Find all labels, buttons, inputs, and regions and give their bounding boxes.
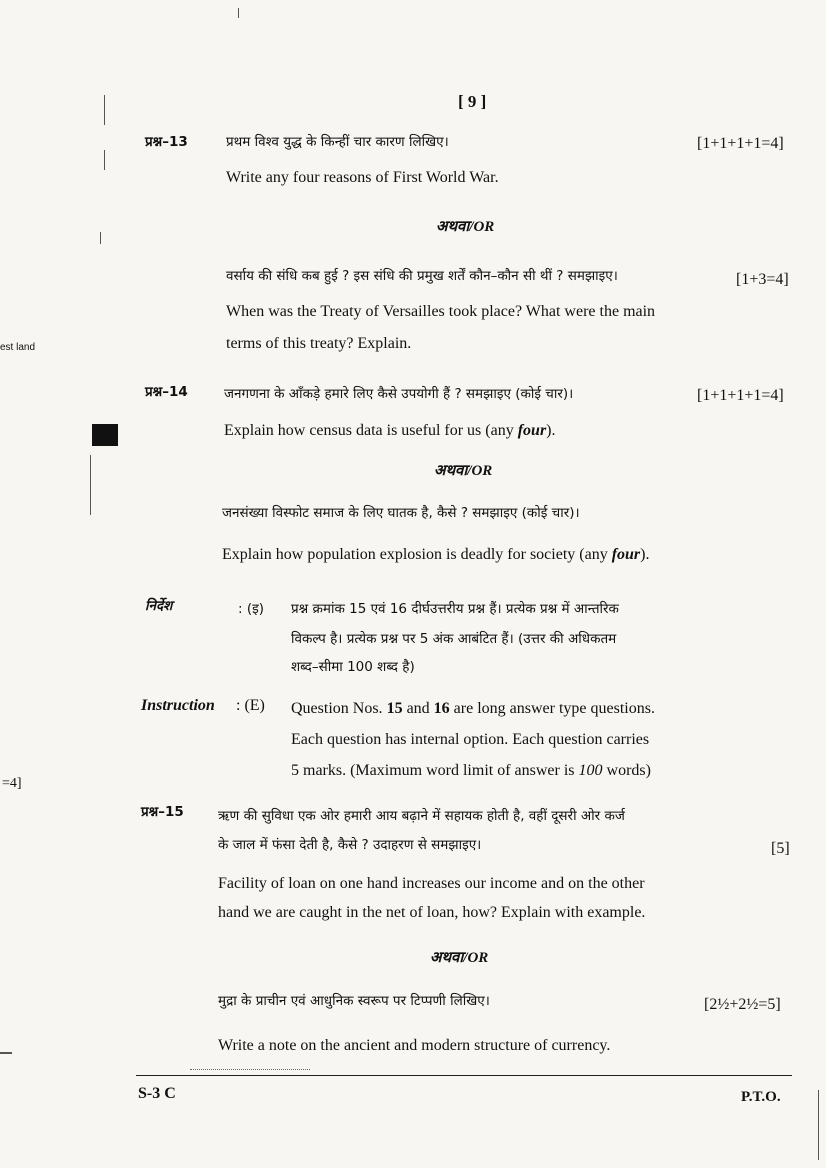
question-text-hindi: ऋण की सुविधा एक ओर हमारी आय बढ़ाने में सहायक होती है, वहीं दूसरी ओर कर्ज — [218, 808, 625, 824]
or-separator: अथवा/OR — [436, 219, 495, 235]
question-text-hindi: के जाल में फंसा देती है, कैसे ? उदाहरण से समझाइए। — [218, 837, 482, 853]
scan-mark — [90, 455, 91, 515]
scan-block-mark — [92, 424, 118, 446]
instruction-marker: : (इ) — [238, 601, 265, 617]
pto-label: P.T.O. — [741, 1089, 781, 1105]
question-text-english: hand we are caught in the net of loan, how? Explain with example. — [218, 904, 646, 921]
question-number: 16 — [433, 700, 450, 717]
question-text-english: When was the Treaty of Versailles took place? What were the main — [226, 303, 656, 320]
text-segment: Question Nos. — [291, 700, 387, 717]
text-segment: Explain how census data is useful for us (any — [224, 422, 518, 439]
edge-fragment: est land — [0, 342, 36, 353]
question-text-english — [224, 421, 556, 441]
instruction-label-hindi: निर्देश — [145, 598, 173, 614]
emphasis: 100 — [578, 762, 603, 779]
question-text-hindi: प्रथम विश्व युद्ध के किन्हीं चार कारण लिखिए। — [226, 134, 449, 150]
instruction-label-english: Instruction — [141, 697, 215, 714]
scan-mark — [818, 1090, 819, 1160]
question-text-hindi: जनगणना के आँकड़े हमारे लिए कैसे उपयोगी हैं ? समझाइए (कोई चार)। — [224, 386, 574, 402]
marks: [1+3=4] — [736, 271, 789, 288]
question-text-english: terms of this treaty? Explain. — [226, 335, 412, 352]
question-label: प्रश्न–14 — [145, 384, 188, 400]
marks: [5] — [771, 840, 790, 857]
scan-mark — [104, 150, 105, 170]
instruction-line: शब्द–सीमा 100 शब्द है) — [291, 659, 415, 675]
scan-mark — [100, 232, 101, 244]
or-separator: अथवा/OR — [430, 950, 489, 966]
text-segment: ). — [640, 546, 650, 563]
question-number: 15 — [386, 700, 403, 717]
marks: [2½+2½=5] — [704, 996, 781, 1013]
question-text-english: Facility of loan on one hand increases our income and on the other — [218, 875, 645, 892]
instruction-line — [291, 699, 655, 719]
or-separator: अथवा/OR — [434, 463, 493, 479]
emphasis: four — [517, 422, 547, 439]
text-segment: Explain how population explosion is deadly for society (any — [222, 546, 612, 563]
page-number: [ 9 ] — [458, 92, 487, 111]
question-text-hindi: जनसंख्या विस्फोट समाज के लिए घातक है, कैसे ? समझाइए (कोई चार)। — [222, 505, 580, 521]
footer-rule — [136, 1075, 792, 1076]
text-segment: words) — [602, 762, 651, 779]
edge-fragment: =4] — [2, 776, 22, 791]
question-label: प्रश्न–15 — [141, 804, 184, 820]
text-segment: ). — [546, 422, 556, 439]
text-segment: and — [402, 700, 434, 717]
footer-rule-dotted — [190, 1069, 310, 1070]
question-text-english: Write any four reasons of First World War. — [226, 169, 499, 186]
paper-code: S-3 C — [138, 1085, 176, 1102]
question-label: प्रश्न–13 — [145, 134, 188, 150]
question-text-english — [222, 545, 649, 565]
scan-mark — [0, 1052, 12, 1054]
marks: [1+1+1+1=4] — [697, 135, 784, 152]
scan-mark — [238, 8, 239, 18]
question-text-hindi: वर्साय की संधि कब हुई ? इस संधि की प्रमुख शर्तें कौन–कौन सी थीं ? समझाइए। — [226, 268, 618, 284]
emphasis: four — [611, 546, 641, 563]
question-text-english: Write a note on the ancient and modern structure of currency. — [218, 1037, 611, 1054]
instruction-marker: : (E) — [236, 697, 265, 714]
scan-mark — [104, 95, 105, 125]
instruction-line: विकल्प है। प्रत्येक प्रश्न पर 5 अंक आबंटित हैं। (उत्तर की अधिकतम — [291, 631, 617, 647]
marks: [1+1+1+1=4] — [697, 387, 784, 404]
instruction-line: Each question has internal option. Each question carries — [291, 731, 650, 748]
instruction-line: प्रश्न क्रमांक 15 एवं 16 दीर्घउत्तरीय प्रश्न हैं। प्रत्येक प्रश्न में आन्तरिक — [291, 601, 619, 617]
question-text-hindi: मुद्रा के प्राचीन एवं आधुनिक स्वरूप पर टिप्पणी लिखिए। — [218, 993, 490, 1009]
text-segment: are long answer type questions. — [449, 700, 655, 717]
text-segment: 5 marks. (Maximum word limit of answer is — [291, 762, 579, 779]
instruction-line — [291, 761, 651, 781]
